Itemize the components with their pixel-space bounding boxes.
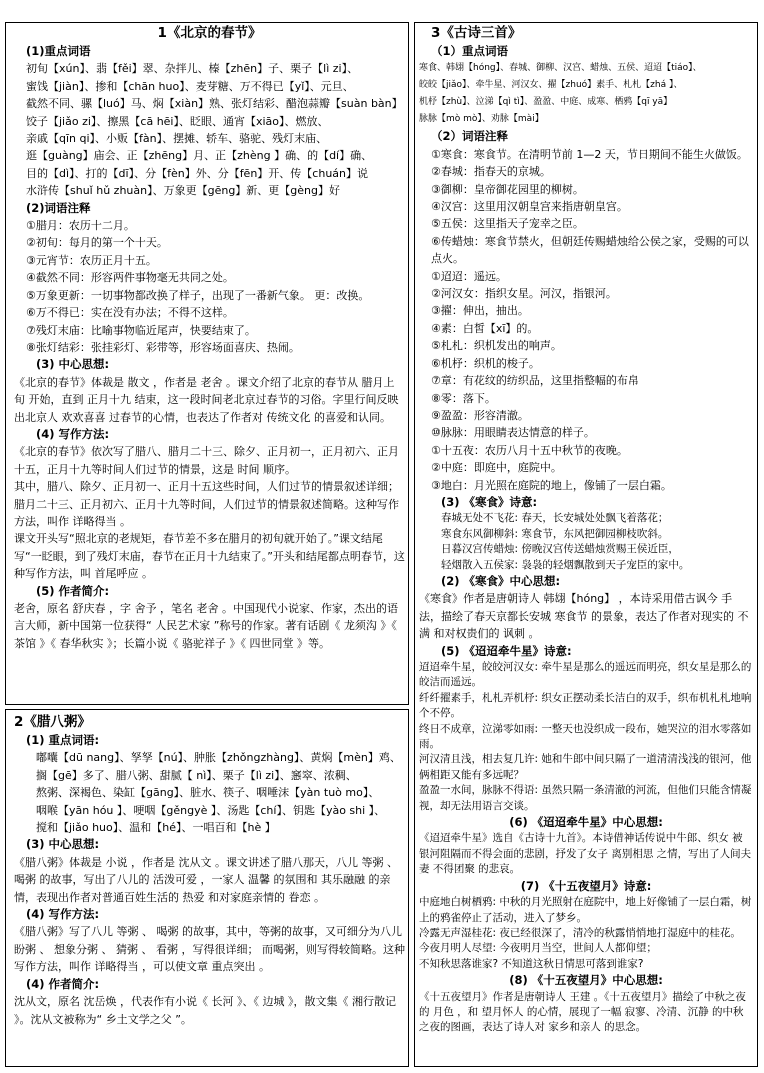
l2-author-text: 沈从文，原名 沈岳焕 ，代表作有小说《 长河 》、《 边城 》，散文集《 湘行散记 》。沈从文被称为“ 乡土文学之父 ”。 bbox=[14, 995, 396, 1026]
l3-hanshi-theme-heading: (2) 《寒食》中心思想: bbox=[441, 573, 561, 588]
l3-tiaotiao-line: 河汉清且浅，相去复几许: 她和牛郎中间只隔了一道清清浅浅的银河，他俩相距又能有多远呢？ bbox=[419, 753, 752, 781]
l3-tiaotiao-theme-text: 《迢迢牵牛星》选自《古诗十九首》。本诗借神话传说中牛郎、织女 被银河阻隔而不得会面的悲剧，抒发了女子 离别相思 之情，写出了人间夫妻 不得团聚 的悲哀。 bbox=[419, 832, 752, 876]
lesson-2-title: 2《腊八粥》 bbox=[14, 714, 91, 730]
l1-word-line: 水浒传【shuǐ hǔ zhuàn】、万象更【gēng】新、更【gèng】好 bbox=[26, 184, 341, 198]
lesson-2-box bbox=[5, 709, 409, 1067]
l3-key-words-heading: （1）重点词语 bbox=[431, 44, 509, 58]
l3-tiaotiao-line: 盈盈一水间，脉脉不得语: 虽然只隔一条清澈的河流，但他们只能含情凝视，却无法用语言交谈。 bbox=[419, 784, 752, 812]
l3-note: ⑤札札：织机发出的响声。 bbox=[431, 339, 562, 353]
l3-wangyue-line: 不知秋思落谁家? 不知道这秋日情思可落到谁家? bbox=[419, 957, 644, 970]
l1-method-text-1: 《北京的春节》依次写了腊八、腊月二十三、除夕、正月初一，正月初六、正月十五，正月十九等时间人们过节的情景，这是 时间 顺序。 bbox=[14, 445, 399, 476]
l3-note: ③擢：伸出，抽出。 bbox=[431, 304, 529, 318]
l3-wangyue-line: 冷露无声湿桂花: 夜已经很深了，清冷的秋露悄悄地打湿庭中的桂花。 bbox=[419, 926, 741, 939]
l1-note: ⑤万象更新：一切事物都改换了样子，出现了一番新气象。 更：改换。 bbox=[26, 288, 370, 302]
l3-note: ①十五夜：农历八月十五中秋节的夜晚。 bbox=[431, 443, 628, 457]
l1-note: ④截然不同：形容两件事物毫无共同之处。 bbox=[26, 271, 234, 285]
l3-note: ⑥传蜡烛：寒食节禁火，但朝廷传赐蜡烛给公侯之家，受赐的可以点火。 bbox=[431, 234, 749, 266]
lesson-3-title: 3《古诗三首》 bbox=[431, 25, 522, 41]
lesson-1-box bbox=[5, 22, 409, 705]
l3-tiaotiao-line: 纤纤擢素手，札札弄机杼: 织女正摆动柔长洁白的双手，织布机札札地响个不停。 bbox=[419, 691, 752, 720]
l3-wangyue-line: 中庭地白树栖鸦: 中秋的月光照射在庭院中，地上好像铺了一层白霜，树上的鸦雀停止了活动，进入了梦乡。 bbox=[419, 896, 752, 924]
l3-note: ①寒食：寒食节。在清明节前 1—2 天，节日期间不能生火做饭。 bbox=[431, 147, 748, 161]
l3-note: ③地白：月光照在庭院的地上，像铺了一层白霜。 bbox=[431, 478, 672, 492]
l3-hanshi-line: 日暮汉宫传蜡烛: 傍晚汉宫传送蜡烛赏赐王侯近臣， bbox=[441, 543, 679, 556]
l1-note: ①腊月：农历十二月。 bbox=[26, 219, 135, 233]
l1-method-heading: (4) 写作方法: bbox=[36, 426, 110, 441]
l1-theme-text: 《北京的春节》体裁是 散文 ，作者是 老舍 。课文介绍了北京的春节从 腊月上旬 开始，直到 正月十九 结束，这一段时间老北京过春节的习俗。字里行间反映出北京人 欢欢喜喜 过春节的心情，也表达了作者对 传统文化 的喜爱和认同。 bbox=[14, 375, 399, 424]
l1-author-heading: (5) 作者简介: bbox=[36, 583, 110, 598]
l1-method-text-2: 其中，腊八、除夕、正月初一、正月十五这些时间，人们过节的情景叙述详细；腊月二十三、正月初六、正月十九等时间，人们过节的情景叙述简略。这种写作方法，叫作 详略得当 。 bbox=[14, 480, 399, 528]
l1-theme-heading: (3) 中心思想: bbox=[36, 357, 110, 372]
l2-theme-heading: (3) 中心思想: bbox=[26, 837, 100, 852]
l2-method-text: 《腊八粥》写了八儿 等粥 、 喝粥 的故事，其中，等粥的故事，又可细分为八儿 盼粥 、 想象分粥 、 猜粥 、 看粥 ，写得很详细； 而喝粥，则写得较简略。这种写作方法，叫作 详略得当 ，可以使文章 重点突出 。 bbox=[14, 925, 405, 974]
l3-note: ④素：白皙【xī】的。 bbox=[431, 321, 539, 335]
l3-wangyue-line: 今夜月明人尽望: 今夜明月当空，世间人人都仰望； bbox=[419, 942, 657, 955]
l3-hanshi-theme-text: 《寒食》作者是唐朝诗人 韩翃【hóng】 ，本诗采用借古讽今 手法，描绘了春天京都长安城 寒食节 的景象，表达了作者对现实的 不满 和对权贵们的 讽刺 。 bbox=[419, 592, 749, 641]
l3-hanshi-line: 春城无处不飞花: 春天，长安城处处飘飞着落花； bbox=[441, 512, 669, 525]
l1-notes-heading: (2)词语注释 bbox=[26, 200, 91, 215]
l3-notes-heading: （2）词语注释 bbox=[431, 129, 509, 144]
l3-wangyue-theme-heading: (8) 《十五夜望月》中心思想: bbox=[509, 973, 663, 988]
l2-word-line: 熬粥、深褐色、染缸【gāng】、脏水、筷子、咽唾沫【yàn tuò mo】、 bbox=[36, 786, 380, 800]
l1-note: ③元宵节：农历正月十五。 bbox=[26, 253, 157, 267]
l1-note: ⑦残灯末庙：比喻事物临近尾声，快要结束了。 bbox=[26, 323, 256, 337]
l1-word-line: 蜜饯【jiàn】、掺和【chān huo】、麦芽糖、万不得已【yǐ】、元旦、 bbox=[26, 79, 354, 93]
l3-hanshi-meaning-heading: (3) 《寒食》诗意: bbox=[441, 494, 538, 509]
l1-note: ②初旬：每月的第一个十天。 bbox=[26, 236, 168, 250]
l3-note: ③御柳：皇帝御花园里的柳树。 bbox=[431, 182, 584, 196]
l3-note: ⑥机杼：织机的梭子。 bbox=[431, 356, 540, 370]
lesson-1-title: 1《北京的春节》 bbox=[157, 25, 262, 41]
l3-hanshi-line: 轻烟散入五侯家: 袅袅的轻烟飘散到天子宠臣的家中。 bbox=[441, 558, 690, 571]
l2-word-line: 搁【gē】多了、腊八粥、甜腻【 nì】、栗子【lì zi】、窸窣、浓稠、 bbox=[36, 768, 357, 782]
l1-word-line: 饺子【jiǎo zi】、擦黑【cā hēi】、眨眼、通宵【xiāo】、燃放、 bbox=[26, 114, 329, 128]
l1-note: ⑧张灯结彩：张挂彩灯、彩带等，形容场面喜庆、热闹。 bbox=[26, 340, 300, 354]
l3-note: ⑦章：有花纹的纺织品，这里指整幅的布帛 bbox=[431, 374, 639, 388]
l3-note: ①迢迢：遥远。 bbox=[431, 269, 507, 283]
l3-note: ④汉宫：这里用汉朝皇宫来指唐朝皇宫。 bbox=[431, 200, 628, 214]
l3-tiaotiao-theme-heading: (6) 《迢迢牵牛星》中心思想: bbox=[509, 815, 663, 830]
l3-note: ⑨盈盈：形容清澈。 bbox=[431, 408, 529, 422]
l1-note: ⑥万不得已：实在没有办法；不得不这样。 bbox=[26, 306, 234, 320]
l1-author-text: 老舍，原名 舒庆春 ，字 舍予 ，笔名 老舍 。中国现代小说家、作家，杰出的语言大师，新中国第一位获得“ 人民艺术家 ”称号的作家。著有话剧《 龙须沟 》《 茶馆 》《 春华秋实 》；长篇小说《 骆驼祥子 》《 四世同堂 》等。 bbox=[14, 602, 398, 650]
l1-key-words-heading: (1)重点词语 bbox=[26, 44, 91, 58]
l2-author-heading: (4) 作者简介: bbox=[26, 976, 100, 991]
l3-word-line: 机杼【zhù】、泣涕【qì tì】、盈盈、中庭、成寒、栖鸦【qī yā】 bbox=[419, 97, 673, 108]
l3-note: ②春城：指春天的京城。 bbox=[431, 165, 551, 179]
l3-note: ⑩脉脉：用眼睛表达情意的样子。 bbox=[431, 426, 595, 440]
l3-note: ②中庭：即庭中，庭院中。 bbox=[431, 461, 562, 475]
l3-tiaotiao-line: 终日不成章，泣涕零如雨: 一整天也没织成一段布，她哭泣的泪水零落如雨。 bbox=[419, 722, 752, 751]
l3-note: ⑤五侯：这里指天子宠幸之臣。 bbox=[431, 217, 584, 231]
lesson-3-box bbox=[414, 22, 758, 1067]
l1-word-line: 亲戚【qīn qi】、小贩【fàn】、摆摊、轿车、骆驼、残灯末庙、 bbox=[26, 132, 328, 146]
l2-word-line: 搅和【jiǎo huo】、温和【hé】、一唱百和【hè 】 bbox=[36, 821, 276, 835]
l2-theme-text: 《腊八粥》体裁是 小说 ，作者是 沈从文 。课文讲述了腊八那天，八儿 等粥 、 喝粥 的故事，写出了八儿的 活泼可爱 ，一家人 温馨 的氛围和 其乐融融 的亲情，表现出作者对普通百姓生活的 热爱 和对家庭亲情的 眷恋 。 bbox=[14, 855, 398, 904]
l3-word-line: 皎皎【jiǎo】、牵牛星、河汉女、擢【zhuó】素手、札札【zhá 】、 bbox=[419, 80, 683, 91]
l2-key-words-heading: (1) 重点词语: bbox=[26, 733, 100, 747]
l2-word-line: 咽喉【yān hóu 】、哽咽【gěngyè 】、汤匙【chí】、钥匙【yào shi 】、 bbox=[36, 803, 386, 817]
l3-tiaotiao-line: 迢迢牵牛星，皎皎河汉女: 牵牛星是那么的遥远而明亮，织女星是那么的皎洁而遥远。 bbox=[419, 661, 752, 689]
l3-wangyue-meaning-heading: (7) 《十五夜望月》诗意: bbox=[520, 878, 652, 893]
l1-word-line: 截然不同、骡【luó】马、焖【xiàn】熟、张灯结彩、醋泡蒜瓣【suàn bàn】 bbox=[26, 97, 403, 111]
l3-tiaotiao-meaning-heading: (5) 《迢迢牵牛星》诗意: bbox=[441, 643, 572, 658]
l2-word-line: 嘟囔【dū nang】、孥孥【nú】、肿胀【zhǒngzhàng】、黄焖【mèn】鸡、 bbox=[36, 751, 401, 765]
l3-word-line: 寒食、韩翃【hóng】、春城、御柳、汉宫、蜡烛、五侯、迢迢【tiáo】、 bbox=[419, 63, 702, 74]
l3-word-line: 脉脉【mò mò】、劝脉【mài】 bbox=[419, 114, 544, 125]
l3-wangyue-theme-text: 《十五夜望月》作者是唐朝诗人 王建 。《十五夜望月》描绘了中秋之夜的 月色 ，和 望月怀人 的心情，展现了一幅 寂寥、冷清、沉静 的中秋之夜的图画，表达了诗人对 家乡和亲人 的思念。 bbox=[419, 990, 746, 1034]
l1-method-text-3: 课文开头写“照北京的老规矩，春节差不多在腊月的初旬就开始了。”课文结尾写“一眨眼，到了残灯末庙，春节在正月十九结束了。”开头和结尾都点明春节，这种写作方法，叫 首尾呼应 。 bbox=[14, 532, 405, 581]
l2-method-heading: (4) 写作方法: bbox=[26, 907, 100, 922]
l1-word-line: 初旬【xún】、翡【fěi】翠、杂拌儿、榛【zhēn】子、栗子【lì zi】、 bbox=[26, 62, 359, 76]
l3-note: ⑧零：落下。 bbox=[431, 391, 496, 405]
l1-word-line: 目的【dì】、打的【dī】、分【fèn】外、分【fēn】开、传【chuán】说 bbox=[26, 166, 369, 180]
l1-word-line: 逛【guàng】庙会、正【zhēng】月、正【zhèng 】确、的【dí】确、 bbox=[26, 149, 373, 163]
l3-hanshi-line: 寒食东风御柳斜: 寒食节，东风把御园柳枝吹斜。 bbox=[441, 527, 669, 540]
l3-note: ②河汉女：指织女星。河汉，指银河。 bbox=[431, 287, 617, 301]
